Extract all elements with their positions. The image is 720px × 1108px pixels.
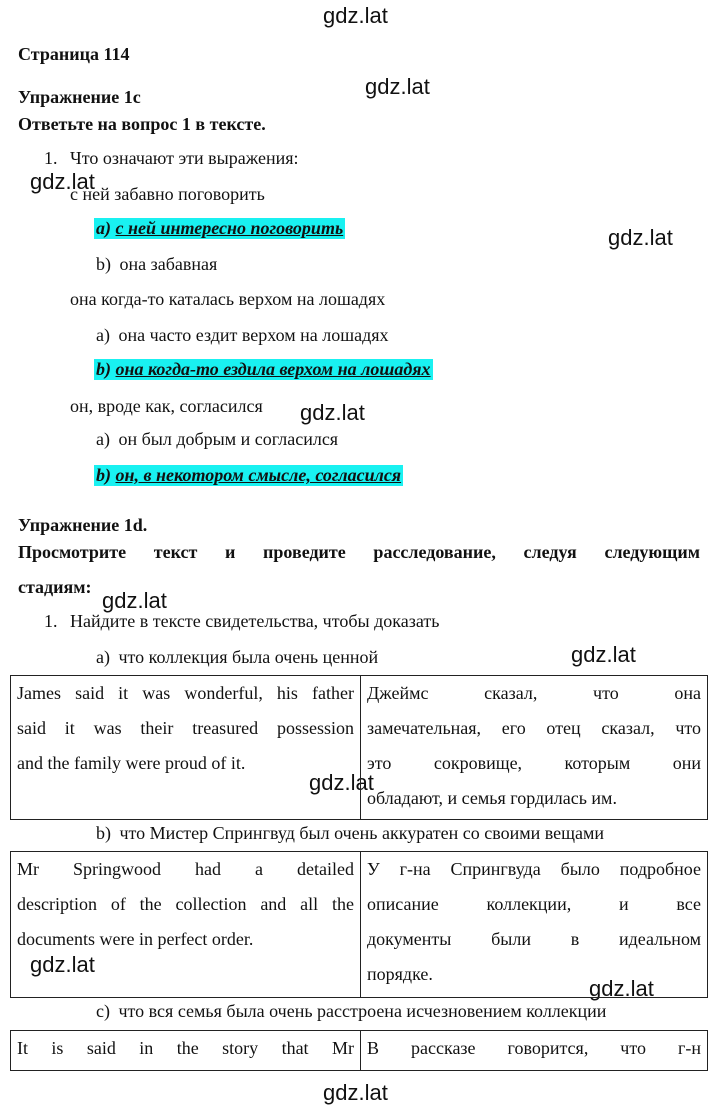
- russian-cell: [361, 852, 708, 998]
- text-line: It is said in the story that Mr: [17, 1038, 354, 1058]
- text-line: documents were in perfect order.: [17, 929, 254, 949]
- sub-item-text: что вся семья была очень расстроена исчезновением коллекции: [118, 1001, 607, 1021]
- answer-option-highlighted: [94, 465, 403, 486]
- text-line: порядке.: [367, 964, 433, 984]
- english-cell: [11, 1031, 361, 1071]
- sub-item-label: a): [96, 647, 110, 667]
- option-label: b): [96, 465, 111, 485]
- sub-item-label: c): [96, 1001, 110, 1021]
- sub-item: [96, 647, 378, 668]
- question-text: Что означают эти выражения:: [70, 148, 299, 168]
- russian-cell: [361, 1031, 708, 1071]
- text-line: description of the collection and all the: [17, 894, 354, 914]
- exercise-1d-instruction: Просмотрите текст и проведите расследование, следуя следующим: [18, 542, 700, 562]
- sub-item-label: b): [96, 823, 111, 843]
- sub-item: [96, 1001, 606, 1022]
- text-line: and the family were proud of it.: [17, 753, 246, 773]
- phrase: он, вроде как, согласился: [70, 396, 263, 416]
- watermark: gdz.lat: [102, 588, 167, 613]
- option-text: она забавная: [119, 254, 218, 274]
- sub-item: [96, 823, 604, 844]
- option-label: a): [96, 325, 110, 345]
- translation-table: [10, 851, 708, 998]
- text-line: James said it was wonderful, his father: [17, 683, 354, 703]
- text-line: Mr Springwood had a detailed: [17, 859, 354, 879]
- watermark: gdz.lat: [365, 74, 430, 99]
- watermark: gdz.lat: [323, 1080, 388, 1105]
- answer-option: [96, 254, 217, 275]
- question-number: 1.: [44, 148, 58, 168]
- text-line: обладают, и семья гордилась им.: [367, 788, 617, 808]
- exercise-1d-title: Упражнение 1d.: [18, 515, 148, 535]
- text-line: Джеймс сказал, что она: [367, 683, 701, 703]
- exercise-1c-title: Упражнение 1c: [18, 87, 141, 107]
- option-label: b): [96, 254, 111, 274]
- option-label: b): [96, 359, 111, 379]
- answer-option: [96, 325, 389, 346]
- translation-table: [10, 675, 708, 820]
- text-line: замечательная, его отец сказал, что: [367, 718, 701, 738]
- watermark: gdz.lat: [589, 976, 654, 1001]
- watermark: gdz.lat: [300, 400, 365, 425]
- answer-option-highlighted: [94, 218, 345, 239]
- sub-item-text: что коллекция была очень ценной: [118, 647, 379, 667]
- english-cell: [11, 676, 361, 820]
- option-text: он был добрым и согласился: [118, 429, 339, 449]
- watermark: gdz.lat: [309, 770, 374, 795]
- exercise-1d-instruction-cont: стадиям:: [18, 577, 92, 597]
- option-text: она когда-то ездила верхом на лошадях: [115, 359, 431, 379]
- text-line: said it was their treasured possession: [17, 718, 354, 738]
- answer-option-highlighted: [94, 359, 433, 380]
- phrase: с ней забавно поговорить: [70, 184, 265, 204]
- option-text: он, в некотором смысле, согласился: [115, 465, 402, 485]
- translation-table: [10, 1030, 708, 1071]
- russian-cell: [361, 676, 708, 820]
- text-line: документы были в идеальном: [367, 929, 701, 949]
- watermark: gdz.lat: [571, 642, 636, 667]
- page-title: Страница 114: [18, 44, 130, 64]
- english-cell: [11, 852, 361, 998]
- item-number: 1.: [44, 611, 58, 631]
- option-text: с ней интересно поговорить: [115, 218, 344, 238]
- text-line: описание коллекции, и все: [367, 894, 701, 914]
- text-line: У г-на Спрингвуда было подробное: [367, 859, 701, 879]
- text-line: это сокровище, которым они: [367, 753, 701, 773]
- option-text: она часто ездит верхом на лошадях: [118, 325, 389, 345]
- answer-option: [96, 429, 338, 450]
- item-text: Найдите в тексте свидетельства, чтобы доказать: [70, 611, 440, 631]
- exercise-1c-instruction: Ответьте на вопрос 1 в тексте.: [18, 114, 266, 134]
- option-label: a): [96, 429, 110, 449]
- watermark: gdz.lat: [30, 952, 95, 977]
- watermark: gdz.lat: [608, 225, 673, 250]
- sub-item-text: что Мистер Спрингвуд был очень аккуратен со своими вещами: [119, 823, 605, 843]
- watermark: gdz.lat: [323, 3, 388, 28]
- option-label: a): [96, 218, 111, 238]
- watermark: gdz.lat: [30, 169, 95, 194]
- phrase: она когда-то каталась верхом на лошадях: [70, 289, 386, 309]
- text-line: В рассказе говорится, что г-н: [367, 1038, 701, 1058]
